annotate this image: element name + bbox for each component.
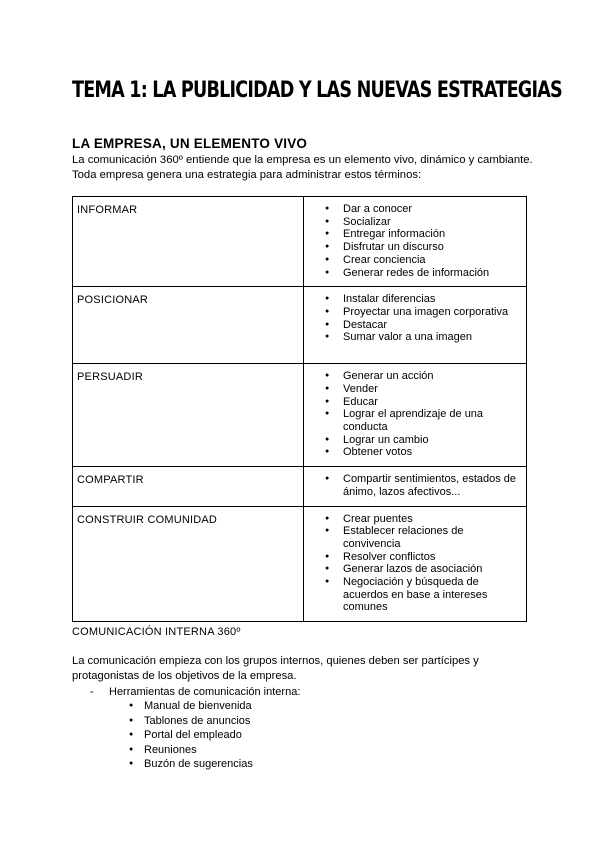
paragraph-line: protagonistas de los objetivos de la empresa. [72, 670, 297, 682]
list-item: ● Portal del empleado [126, 728, 253, 743]
actions-cell [304, 506, 527, 622]
list-item: ● Buzón de sugerencias [126, 757, 253, 772]
list-item: ● Establecer relaciones de convivencia [304, 525, 522, 550]
term-cell: COMPARTIR [73, 467, 304, 506]
list-item: ● Dar a conocer [304, 203, 522, 216]
table-row [73, 287, 527, 364]
list-item: ● Tablones de anuncios [126, 714, 253, 729]
dash-marker: - [90, 686, 94, 698]
list-item: ● Crear puentes [304, 513, 522, 526]
term-cell: INFORMAR [73, 197, 304, 287]
list-item: ● Destacar [304, 319, 522, 332]
term-cell: POSICIONAR [73, 287, 304, 364]
list-item: ● Resolver conflictos [304, 551, 522, 564]
list-item: ● Entregar información [304, 228, 522, 241]
internal-communication-heading: COMUNICACIÓN INTERNA 360º [72, 626, 241, 638]
list-item: ● Proyectar una imagen corporativa [304, 306, 522, 319]
intro-line: Toda empresa genera una estrategia para administrar estos términos: [72, 169, 422, 181]
list-item: ● Socializar [304, 216, 522, 229]
list-item: ● Instalar diferencias [304, 293, 522, 306]
list-item: ● Generar lazos de asociación [304, 563, 522, 576]
table-row [73, 197, 527, 287]
list-item: ● Vender [304, 383, 522, 396]
intro-line: La comunicación 360º entiende que la empresa es un elemento vivo, dinámico y cambiante. [72, 154, 533, 166]
list-item: ● Lograr el aprendizaje de una conducta [304, 408, 522, 433]
actions-list [304, 203, 522, 279]
strategy-table [72, 196, 527, 622]
term-cell: PERSUADIR [73, 364, 304, 467]
intro-paragraph [72, 153, 542, 183]
list-item: ● Negociación y búsqueda de acuerdos en base a intereses comunes [304, 576, 522, 614]
actions-cell [304, 364, 527, 467]
list-item: ● Compartir sentimientos, estados de ánimo, lazos afectivos... [304, 473, 522, 498]
table-row [73, 506, 527, 622]
list-item: ● Sumar valor a una imagen [304, 331, 522, 344]
list-item: ● Reuniones [126, 743, 253, 758]
list-item: ● Manual de bienvenida [126, 699, 253, 714]
actions-list [304, 293, 522, 344]
list-item: ● Generar un acción [304, 370, 522, 383]
tools-label: Herramientas de comunicación interna: [109, 686, 301, 698]
table-row [73, 364, 527, 467]
page-title: TEMA 1: LA PUBLICIDAD Y LAS NUEVAS ESTRATEGIAS [72, 78, 562, 103]
tools-list [126, 699, 253, 772]
table-row [73, 467, 527, 506]
paragraph-line: La comunicación empieza con los grupos internos, quienes deben ser partícipes y [72, 655, 479, 667]
actions-cell [304, 197, 527, 287]
actions-list [304, 473, 522, 498]
list-item: ● Lograr un cambio [304, 434, 522, 447]
list-item: ● Obtener votos [304, 446, 522, 459]
actions-cell [304, 467, 527, 506]
term-cell: CONSTRUIR COMUNIDAD [73, 506, 304, 622]
actions-list [304, 513, 522, 615]
actions-list [304, 370, 522, 459]
list-item: ● Educar [304, 396, 522, 409]
list-item: ● Disfrutar un discurso [304, 241, 522, 254]
actions-cell [304, 287, 527, 364]
list-item: ● Crear conciencia [304, 254, 522, 267]
section-heading: LA EMPRESA, UN ELEMENTO VIVO [72, 136, 308, 151]
list-item: ● Generar redes de información [304, 267, 522, 280]
internal-paragraph [72, 654, 542, 684]
tools-heading [90, 685, 300, 699]
